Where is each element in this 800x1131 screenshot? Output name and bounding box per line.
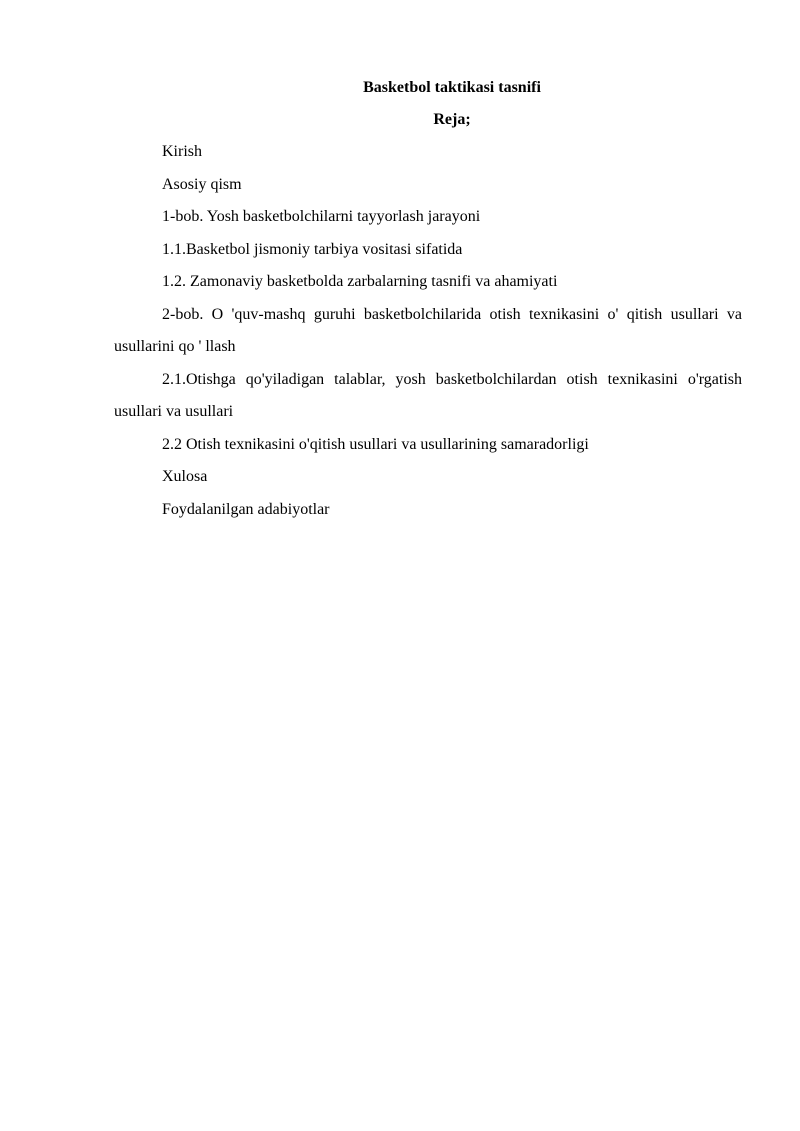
table-of-contents <box>114 136 742 526</box>
toc-item-section-1-1: 1.1.Basketbol jismoniy tarbiya vositasi sifatida <box>162 240 463 258</box>
toc-item-section-1-2: 1.2. Zamonaviy basketbolda zarbalarning tasnifi va ahamiyati <box>162 273 558 290</box>
toc-item-main-part: Asosiy qism <box>162 175 242 193</box>
toc-item-chapter-1: 1-bob. Yosh basketbolchilarni tayyorlash jarayoni <box>162 208 481 225</box>
toc-item-chapter-2: 2-bob. O 'quv-mashq guruhi basketbolchilarida otish texnikasini o' qitish usullari va usullarini qo ' llash <box>114 305 742 355</box>
plan-heading: Reja; <box>433 111 471 128</box>
document-content <box>114 72 742 526</box>
toc-item-section-2-2: 2.2 Otish texnikasini o'qitish usullari va usullarining samaradorligi <box>162 435 589 453</box>
toc-item-conclusion: Xulosa <box>162 468 208 485</box>
toc-item-section-2-1: 2.1.Otishga qo'yiladigan talablar, yosh basketbolchilardan otish texnikasini o'rgatish usullari va usullari <box>114 370 742 420</box>
toc-item-references: Foydalanilgan adabiyotlar <box>162 500 330 518</box>
document-title: Basketbol taktikasi tasnifi <box>363 79 541 96</box>
toc-item-introduction: Kirish <box>162 143 202 160</box>
